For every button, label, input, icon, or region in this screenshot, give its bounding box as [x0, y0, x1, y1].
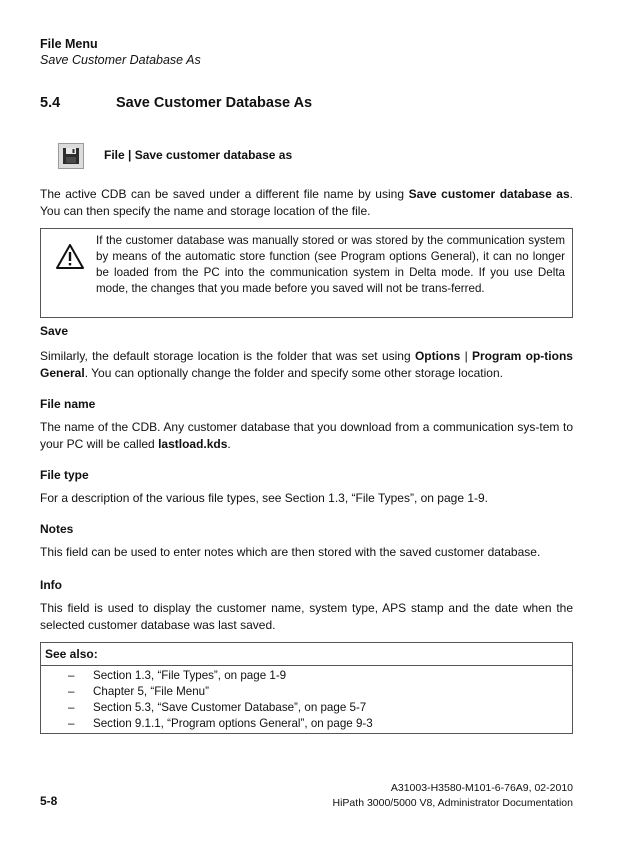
save-text-2: |	[460, 349, 472, 363]
info-paragraph: This field is used to display the customer name, system type, APS stamp and the date when the selected customer database was last saved.	[40, 601, 573, 632]
floppy-disk-icon	[58, 143, 84, 169]
see-also-heading: See also:	[45, 647, 98, 661]
file-name-paragraph	[40, 419, 573, 453]
heading-file-name: File name	[40, 397, 96, 411]
running-header-subtitle: Save Customer Database As	[40, 53, 201, 67]
list-dash: –	[68, 669, 75, 682]
menu-path: File | Save customer database as	[104, 148, 293, 162]
save-bold-1: Options	[414, 349, 461, 363]
warning-text: If the customer database was manually stored or was stored by the communication system by means of the automatic store function (see Program options General), it can no longer be loaded from the PC into the communication system in Delta mode. If you use Delta mode, the changes that you made before you saved will not be trans-ferred.	[96, 234, 565, 295]
save-text-3: . You can optionally change the folder and specify some other storage location.	[84, 366, 503, 380]
notes-paragraph: This field can be used to enter notes which are then stored with the saved customer database.	[40, 545, 541, 559]
running-header-title: File Menu	[40, 37, 98, 51]
list-dash: –	[68, 685, 75, 698]
heading-info: Info	[40, 578, 62, 592]
warning-box	[40, 228, 573, 318]
see-also-link[interactable]: Section 5.3, “Save Customer Database”, on page 5-7	[93, 701, 367, 714]
footer-doc-number: A31003-H3580-M101-6-76A9, 02-2010	[390, 782, 573, 794]
see-also-box	[40, 642, 573, 734]
intro-paragraph	[40, 186, 573, 220]
file-name-text-1: The name of the CDB. Any customer database that you download from a communication sys-tem to your PC will be called	[40, 420, 573, 451]
file-name-text-2: .	[227, 437, 231, 451]
see-also-link[interactable]: Section 9.1.1, “Program options General”, on page 9-3	[93, 717, 373, 730]
save-paragraph	[40, 348, 573, 382]
footer-document-info	[300, 781, 573, 811]
see-also-link[interactable]: Chapter 5, “File Menu”	[93, 685, 209, 698]
save-bold-2: Program op-tions General	[40, 349, 573, 380]
file-type-paragraph: For a description of the various file types, see Section 1.3, “File Types”, on page 1-9.	[40, 491, 489, 505]
list-dash: –	[68, 701, 75, 714]
intro-text-1: The active CDB can be saved under a different file name by using	[40, 187, 409, 201]
see-also-header	[41, 643, 572, 666]
intro-bold-1: Save customer database as	[408, 187, 570, 201]
file-name-bold-1: lastload.kds	[158, 437, 228, 451]
page-number: 5-8	[40, 794, 58, 808]
heading-notes: Notes	[40, 522, 74, 536]
list-dash: –	[68, 717, 75, 730]
heading-save: Save	[40, 324, 69, 338]
intro-text-2: . You can then specify the name and storage location of the file.	[40, 187, 573, 218]
warning-icon	[55, 243, 85, 270]
footer-doc-title: HiPath 3000/5000 V8, Administrator Documentation	[332, 797, 573, 809]
heading-file-type: File type	[40, 468, 89, 482]
see-also-link[interactable]: Section 1.3, “File Types”, on page 1-9	[93, 669, 287, 682]
save-text-1: Similarly, the default storage location is the folder that was set using	[40, 349, 415, 363]
section-title: Save Customer Database As	[116, 95, 313, 111]
section-number: 5.4	[40, 95, 61, 111]
